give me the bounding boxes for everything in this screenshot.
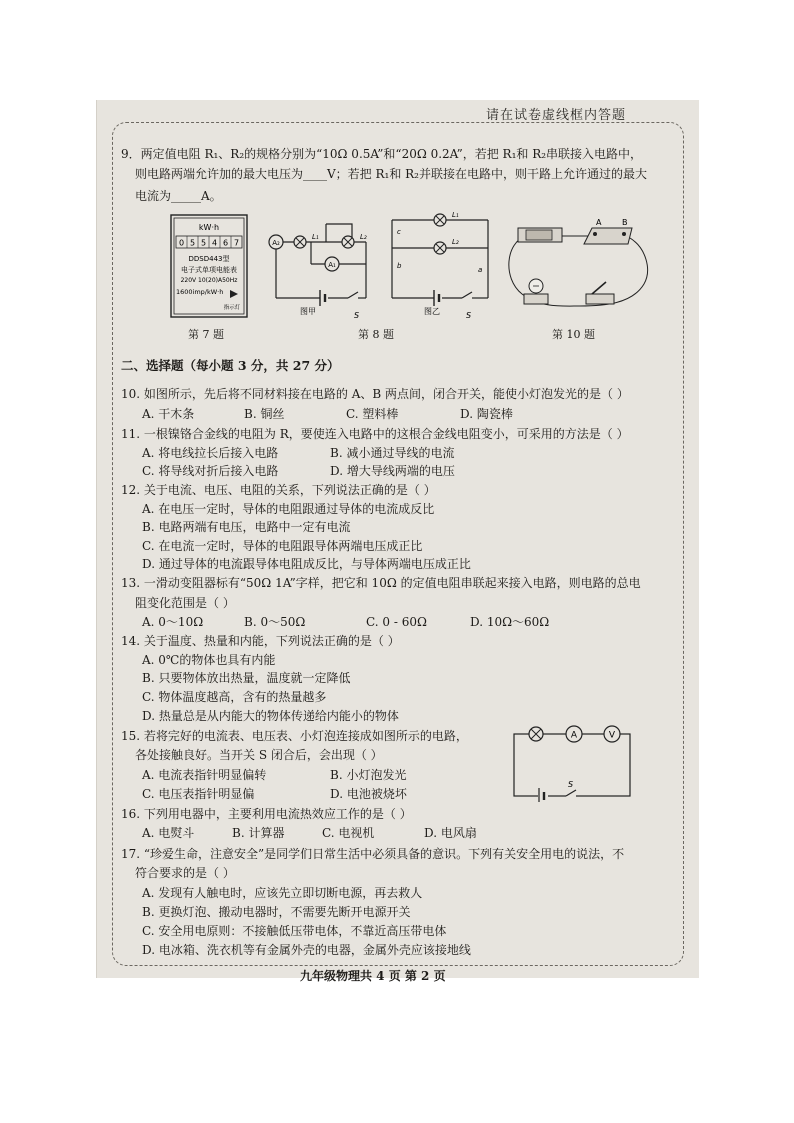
q17-stem2: 符合要求的是（ ） <box>135 866 235 880</box>
fig7-imp: 1600imp/kW·h <box>176 288 224 296</box>
svg-text:A₂: A₂ <box>272 239 280 247</box>
q13-stem2: 阻变化范围是（ ） <box>135 596 235 610</box>
svg-text:L₁: L₁ <box>312 233 319 241</box>
q14-stem: 14. 关于温度、热量和内能，下列说法正确的是（ ） <box>121 634 400 648</box>
svg-text:5: 5 <box>200 238 207 248</box>
fig7-model: DDSD443型 <box>188 255 230 263</box>
svg-text:V: V <box>608 730 616 741</box>
q12-option-d: D. 通过导体的电流跟导体电阻成反比，与导体两端电压成正比 <box>142 557 471 571</box>
q11-option-b: B. 减小通过导线的电流 <box>330 446 455 460</box>
q16-option-b: B. 计算器 <box>232 826 285 840</box>
q16-option-d: D. 电风扇 <box>424 826 477 840</box>
switch-b-icon <box>462 292 472 298</box>
q11-option-c: C. 将导线对折后接入电路 <box>142 464 279 478</box>
svg-text:A₁: A₁ <box>328 261 336 269</box>
q10-option-b: B. 铜丝 <box>244 407 285 421</box>
q16-option-a: A. 电熨斗 <box>142 826 195 840</box>
fig7-spec: 220V 10(20)A50Hz <box>180 277 238 284</box>
q10-option-a: A. 干木条 <box>142 407 195 421</box>
q14-option-d: D. 热量总是从内能大的物体传递给内能小的物体 <box>142 709 399 723</box>
q17-option-b: B. 更换灯泡、搬动电器时，不需要先断开电源开关 <box>142 905 411 919</box>
fig10-label-b: B <box>622 218 628 227</box>
section2-title: 二、选择题（每小题 3 分，共 27 分） <box>121 358 340 373</box>
q13-option-a: A. 0～10Ω <box>142 615 204 629</box>
q17-option-d: D. 电冰箱、洗衣机等有金属外壳的电器，金属外壳应该接地线 <box>142 943 471 957</box>
q12-stem: 12. 关于电流、电压、电阻的关系，下列说法正确的是（ ） <box>121 483 436 497</box>
svg-text:c: c <box>397 228 401 236</box>
q10-option-d: D. 陶瓷棒 <box>460 407 513 421</box>
battery-holder-icon <box>518 228 562 242</box>
svg-text:0: 0 <box>178 238 185 248</box>
fig8-circuits <box>266 212 492 324</box>
fig8-circuit-b <box>392 212 488 320</box>
q14-option-a: A. 0℃的物体也具有内能 <box>142 653 276 667</box>
q13-stem: 13. 一滑动变阻器标有“50Ω 1A”字样，把它和 10Ω 的定值电阻串联起来接入电路，则电路的总电 <box>121 576 641 590</box>
q17-option-a: A. 发现有人触电时，应该先立即切断电源，再去救人 <box>142 886 423 900</box>
q14-option-c: C. 物体温度越高，含有的热量越多 <box>142 690 327 704</box>
q14-option-b: B. 只要物体放出热量，温度就一定降低 <box>142 671 351 685</box>
fig7-lamp-label: 指示灯 <box>223 305 241 311</box>
svg-text:5: 5 <box>189 238 196 248</box>
fig8-sub-a: 图甲 <box>300 307 316 316</box>
fig10-caption: 第 10 题 <box>552 328 595 341</box>
header-note: 请在试卷虚线框内答题 <box>486 108 627 123</box>
q15-stem2: 各处接触良好。当开关 S 闭合后，会出现（ ） <box>135 748 383 762</box>
q15-option-c: C. 电压表指针明显偏 <box>142 787 255 801</box>
svg-text:L₂: L₂ <box>452 238 459 246</box>
q15-option-d: D. 电池被烧坏 <box>330 787 407 801</box>
page-footer: 九年级物理共 4 页 第 2 页 <box>300 969 446 983</box>
svg-text:L₁: L₁ <box>452 212 459 219</box>
q12-option-a: A. 在电压一定时，导体的电阻跟通过导体的电流成反比 <box>142 502 435 516</box>
fig7-digits <box>176 236 242 248</box>
svg-text:b: b <box>397 262 402 270</box>
q13-option-c: C. 0 - 60Ω <box>366 615 427 629</box>
fig8-sub-b: 图乙 <box>424 307 440 316</box>
q10-option-c: C. 塑料棒 <box>346 407 399 421</box>
svg-text:4: 4 <box>211 238 218 248</box>
q17-option-c: C. 安全用电原则：不接触低压带电体，不靠近高压带电体 <box>142 924 447 938</box>
q11-option-a: A. 将电线拉长后接入电路 <box>142 446 279 460</box>
q15-stem: 15. 若将完好的电流表、电压表、小灯泡连接成如图所示的电路， <box>121 729 468 743</box>
indicator-lamp-icon <box>230 290 238 298</box>
q13-option-b: B. 0～50Ω <box>244 615 306 629</box>
q11-stem: 11. 一根镍铬合金线的电阻为 R，要使连入电路中的这根合金线电阻变小，可采用的方法是（ ） <box>121 427 629 441</box>
fig7-name: 电子式单项电能表 <box>181 266 237 274</box>
q9-line1: 9．两定值电阻 R₁、R₂的规格分别为“10Ω 0.5A”和“20Ω 0.2A”，若把 R₁和 R₂串联接入电路中， <box>121 147 643 161</box>
ab-terminal-block <box>584 218 632 244</box>
fig7-meter <box>170 214 248 318</box>
svg-text:L₂: L₂ <box>360 233 367 241</box>
svg-text:6: 6 <box>222 238 229 248</box>
q17-stem: 17. “珍爱生命，注意安全”是同学们日常生活中必须具备的意识。下列有关安全用电的说法，不 <box>121 847 625 861</box>
fig8-caption: 第 8 题 <box>358 328 394 341</box>
q12-option-b: B. 电路两端有电压，电路中一定有电流 <box>142 520 351 534</box>
q12-option-c: C. 在电流一定时，导体的电阻跟导体两端电压成正比 <box>142 539 423 553</box>
fig10-label-a: A <box>596 218 602 227</box>
bulb-icon <box>524 279 548 304</box>
fig7-unit: kW·h <box>198 223 220 232</box>
switch-icon <box>348 292 358 298</box>
fig10-physical-circuit <box>500 214 652 318</box>
svg-text:S: S <box>466 311 472 320</box>
svg-text:a: a <box>478 266 483 274</box>
fig7-caption: 第 7 题 <box>188 328 224 341</box>
q15-option-b: B. 小灯泡发光 <box>330 768 407 782</box>
q16-stem: 16. 下列用电器中，主要利用电流热效应工作的是（ ） <box>121 807 412 821</box>
q11-option-d: D. 增大导线两端的电压 <box>330 464 455 478</box>
fig8-circuit-a <box>269 224 367 320</box>
svg-text:S: S <box>568 780 574 789</box>
q16-option-c: C. 电视机 <box>322 826 375 840</box>
q13-option-d: D. 10Ω～60Ω <box>470 615 550 629</box>
q15-circuit-figure <box>508 722 636 802</box>
q15-option-a: A. 电流表指针明显偏转 <box>142 768 267 782</box>
q10-stem: 10. 如图所示，先后将不同材料接在电路的 A、B 两点间，闭合开关，能使小灯泡发光的是（ ） <box>121 387 629 401</box>
svg-text:S: S <box>354 311 360 320</box>
q9-line2: 则电路两端允许加的最大电压为____V；若把 R₁和 R₂并联接在电路中，则干路上允许通过的最大 <box>135 167 647 181</box>
svg-text:A: A <box>570 730 578 741</box>
svg-text:7: 7 <box>233 238 240 248</box>
q9-line3: 电流为_____A。 <box>135 189 222 203</box>
switch-physical-icon <box>586 282 614 304</box>
